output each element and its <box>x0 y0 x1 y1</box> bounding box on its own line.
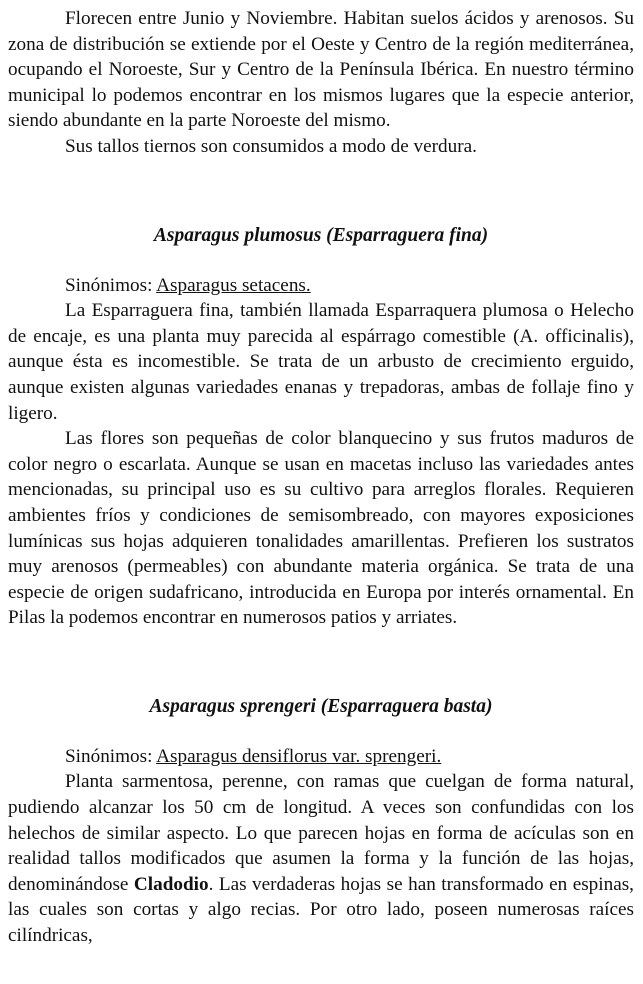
section-heading-plumosus: Asparagus plumosus (Esparraguera fina) <box>153 224 489 246</box>
bold-term: Cladodio <box>133 873 209 895</box>
spacer <box>8 249 634 273</box>
section-heading-sprengeri: Asparagus sprengeri (Esparraguera basta) <box>149 695 493 717</box>
paragraph-text: . Las verdaderas hojas se han transformado en espinas, las cuales son cortas y algo recias. Por otro lado, poseen numerosas raíces cilíndricas, <box>8 873 634 947</box>
spacer <box>8 631 634 694</box>
synonym-label: Sinónimos: <box>65 274 157 296</box>
document-page <box>8 6 634 949</box>
body-paragraph: Las flores son pequeñas de color blanquecino y sus frutos maduros de color negro o escarlata. Aunque se usan en macetas incluso las variedades antes mencionadas, su principal uso es su cultivo para arreglos florales. Requieren ambientes fríos y condiciones de semisombreado, con mayores exposiciones lumínicas sus hojas adquieren tonalidades amarillentas. Prefieren los sustratos muy arenosos (permeables) con abundante materia orgánica. Se trata de una especie de origen sudafricano, introducida en Europa por interés ornamental. En Pilas la podemos encontrar en numerosos patios y arriates. <box>8 428 634 629</box>
intro-paragraph: Sus tallos tiernos son consumidos a modo de verdura. <box>65 135 477 157</box>
synonym-label: Sinónimos: <box>65 745 157 767</box>
synonym-line <box>8 744 634 770</box>
synonym-value: Asparagus setacens. <box>156 274 311 296</box>
synonym-value: Asparagus densiflorus var. sprengeri. <box>156 745 442 767</box>
body-paragraph: La Esparraguera fina, también llamada Esparraquera plumosa o Helecho de encaje, es una planta muy parecida al espárrago comestible (A. officinalis), aunque ésta es incomestible. Se trata de un arbusto de crecimiento erguido, aunque existen algunas variedades enanas y trepadoras, ambas de follaje fino y ligero. <box>8 300 634 424</box>
body-paragraph <box>8 769 634 948</box>
paragraph-text: Planta sarmentosa, perenne, con ramas que cuelgan de forma natural, pudiendo alcanzar los 50 cm de longitud. A veces son confundidas con los helechos de similar aspecto. Lo que parecen hojas en forma de acículas son en realidad tallos modificados que asumen la forma y la función de las hojas, denominándose <box>8 771 634 895</box>
synonym-line <box>8 273 634 299</box>
intro-paragraph: Florecen entre Junio y Noviembre. Habitan suelos ácidos y arenosos. Su zona de distribución se extiende por el Oeste y Centro de la región mediterránea, ocupando el Noroeste, Sur y Centro de la Península Ibérica. En nuestro término municipal lo podemos encontrar en los mismos lugares que la especie anterior, siendo abundante en la parte Noroeste del mismo. <box>8 8 634 132</box>
spacer <box>8 160 634 223</box>
spacer <box>8 720 634 744</box>
